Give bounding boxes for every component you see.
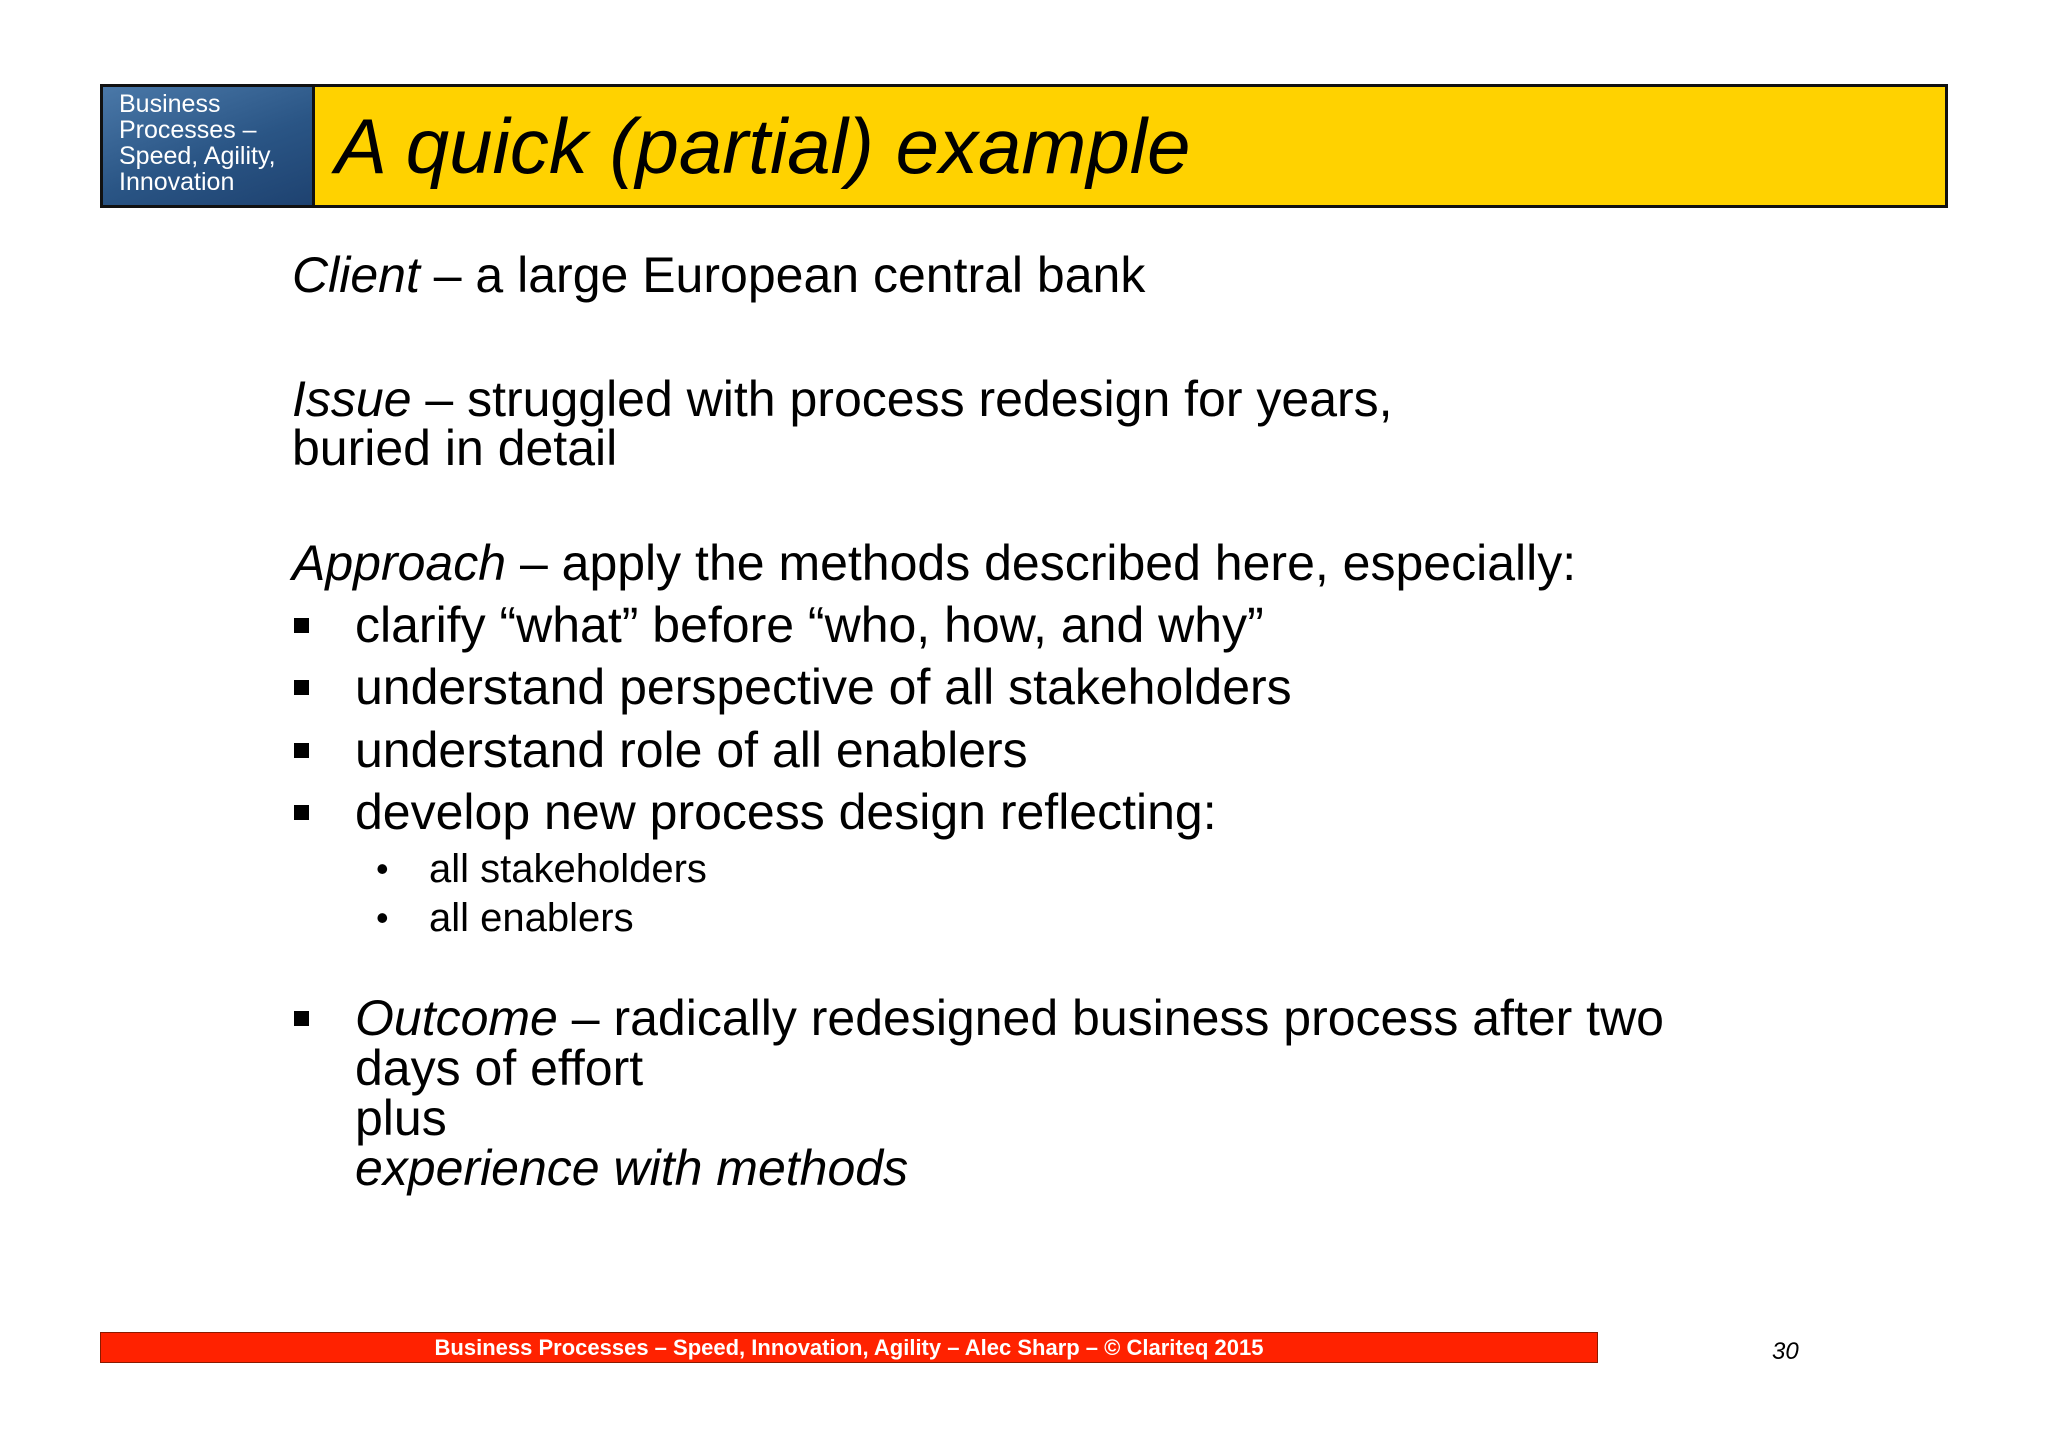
bullet-text: understand role of all enablers — [355, 722, 1028, 778]
slide-title: A quick (partial) example — [335, 102, 1191, 190]
square-bullet-icon — [294, 805, 309, 820]
outcome-text — [355, 990, 1664, 1196]
logo-line: Innovation — [119, 168, 235, 196]
title-bar — [100, 84, 1948, 208]
issue-text: – struggled with process redesign for years, — [411, 371, 1393, 427]
square-bullet-icon — [294, 618, 309, 633]
issue-paragraph — [292, 371, 1393, 427]
outcome-line1 — [355, 990, 1664, 1046]
client-paragraph — [292, 247, 1146, 303]
issue-label: Issue — [292, 371, 412, 427]
square-bullet-icon — [294, 1011, 309, 1026]
bullet-text: understand perspective of all stakeholders — [355, 659, 1292, 715]
logo-line: Speed, Agility, — [119, 142, 276, 170]
course-logo — [103, 87, 315, 205]
bullet-text: develop new process design reflecting: — [355, 784, 1217, 840]
bullet-text: clarify “what” before “who, how, and why” — [355, 597, 1264, 653]
approach-text: – apply the methods described here, especially: — [506, 535, 1577, 591]
outcome-line4: experience with methods — [355, 1140, 909, 1196]
page-number: 30 — [1772, 1338, 1799, 1365]
client-label: Client — [292, 247, 420, 303]
approach-paragraph — [292, 535, 1577, 591]
outcome-line3: plus — [355, 1090, 447, 1146]
dot-bullet-icon: • — [376, 897, 389, 938]
client-text: – a large European central bank — [419, 247, 1146, 303]
dot-bullet-icon: • — [376, 848, 389, 889]
sub-bullet-text: all enablers — [429, 896, 634, 940]
outcome-text-1: – radically redesigned business process after two — [557, 990, 1664, 1046]
sub-bullet-text: all stakeholders — [429, 847, 707, 891]
footer-bar: Business Processes – Speed, Innovation, Agility – Alec Sharp – © Clariteq 2015 — [100, 1332, 1598, 1363]
issue-paragraph-line2: buried in detail — [292, 420, 618, 476]
logo-line: Processes – — [119, 116, 257, 144]
outcome-line2: days of effort — [355, 1040, 644, 1096]
outcome-label: Outcome — [355, 990, 558, 1046]
logo-line: Business — [119, 90, 221, 118]
square-bullet-icon — [294, 680, 309, 695]
approach-label: Approach — [292, 535, 507, 591]
square-bullet-icon — [294, 743, 309, 758]
